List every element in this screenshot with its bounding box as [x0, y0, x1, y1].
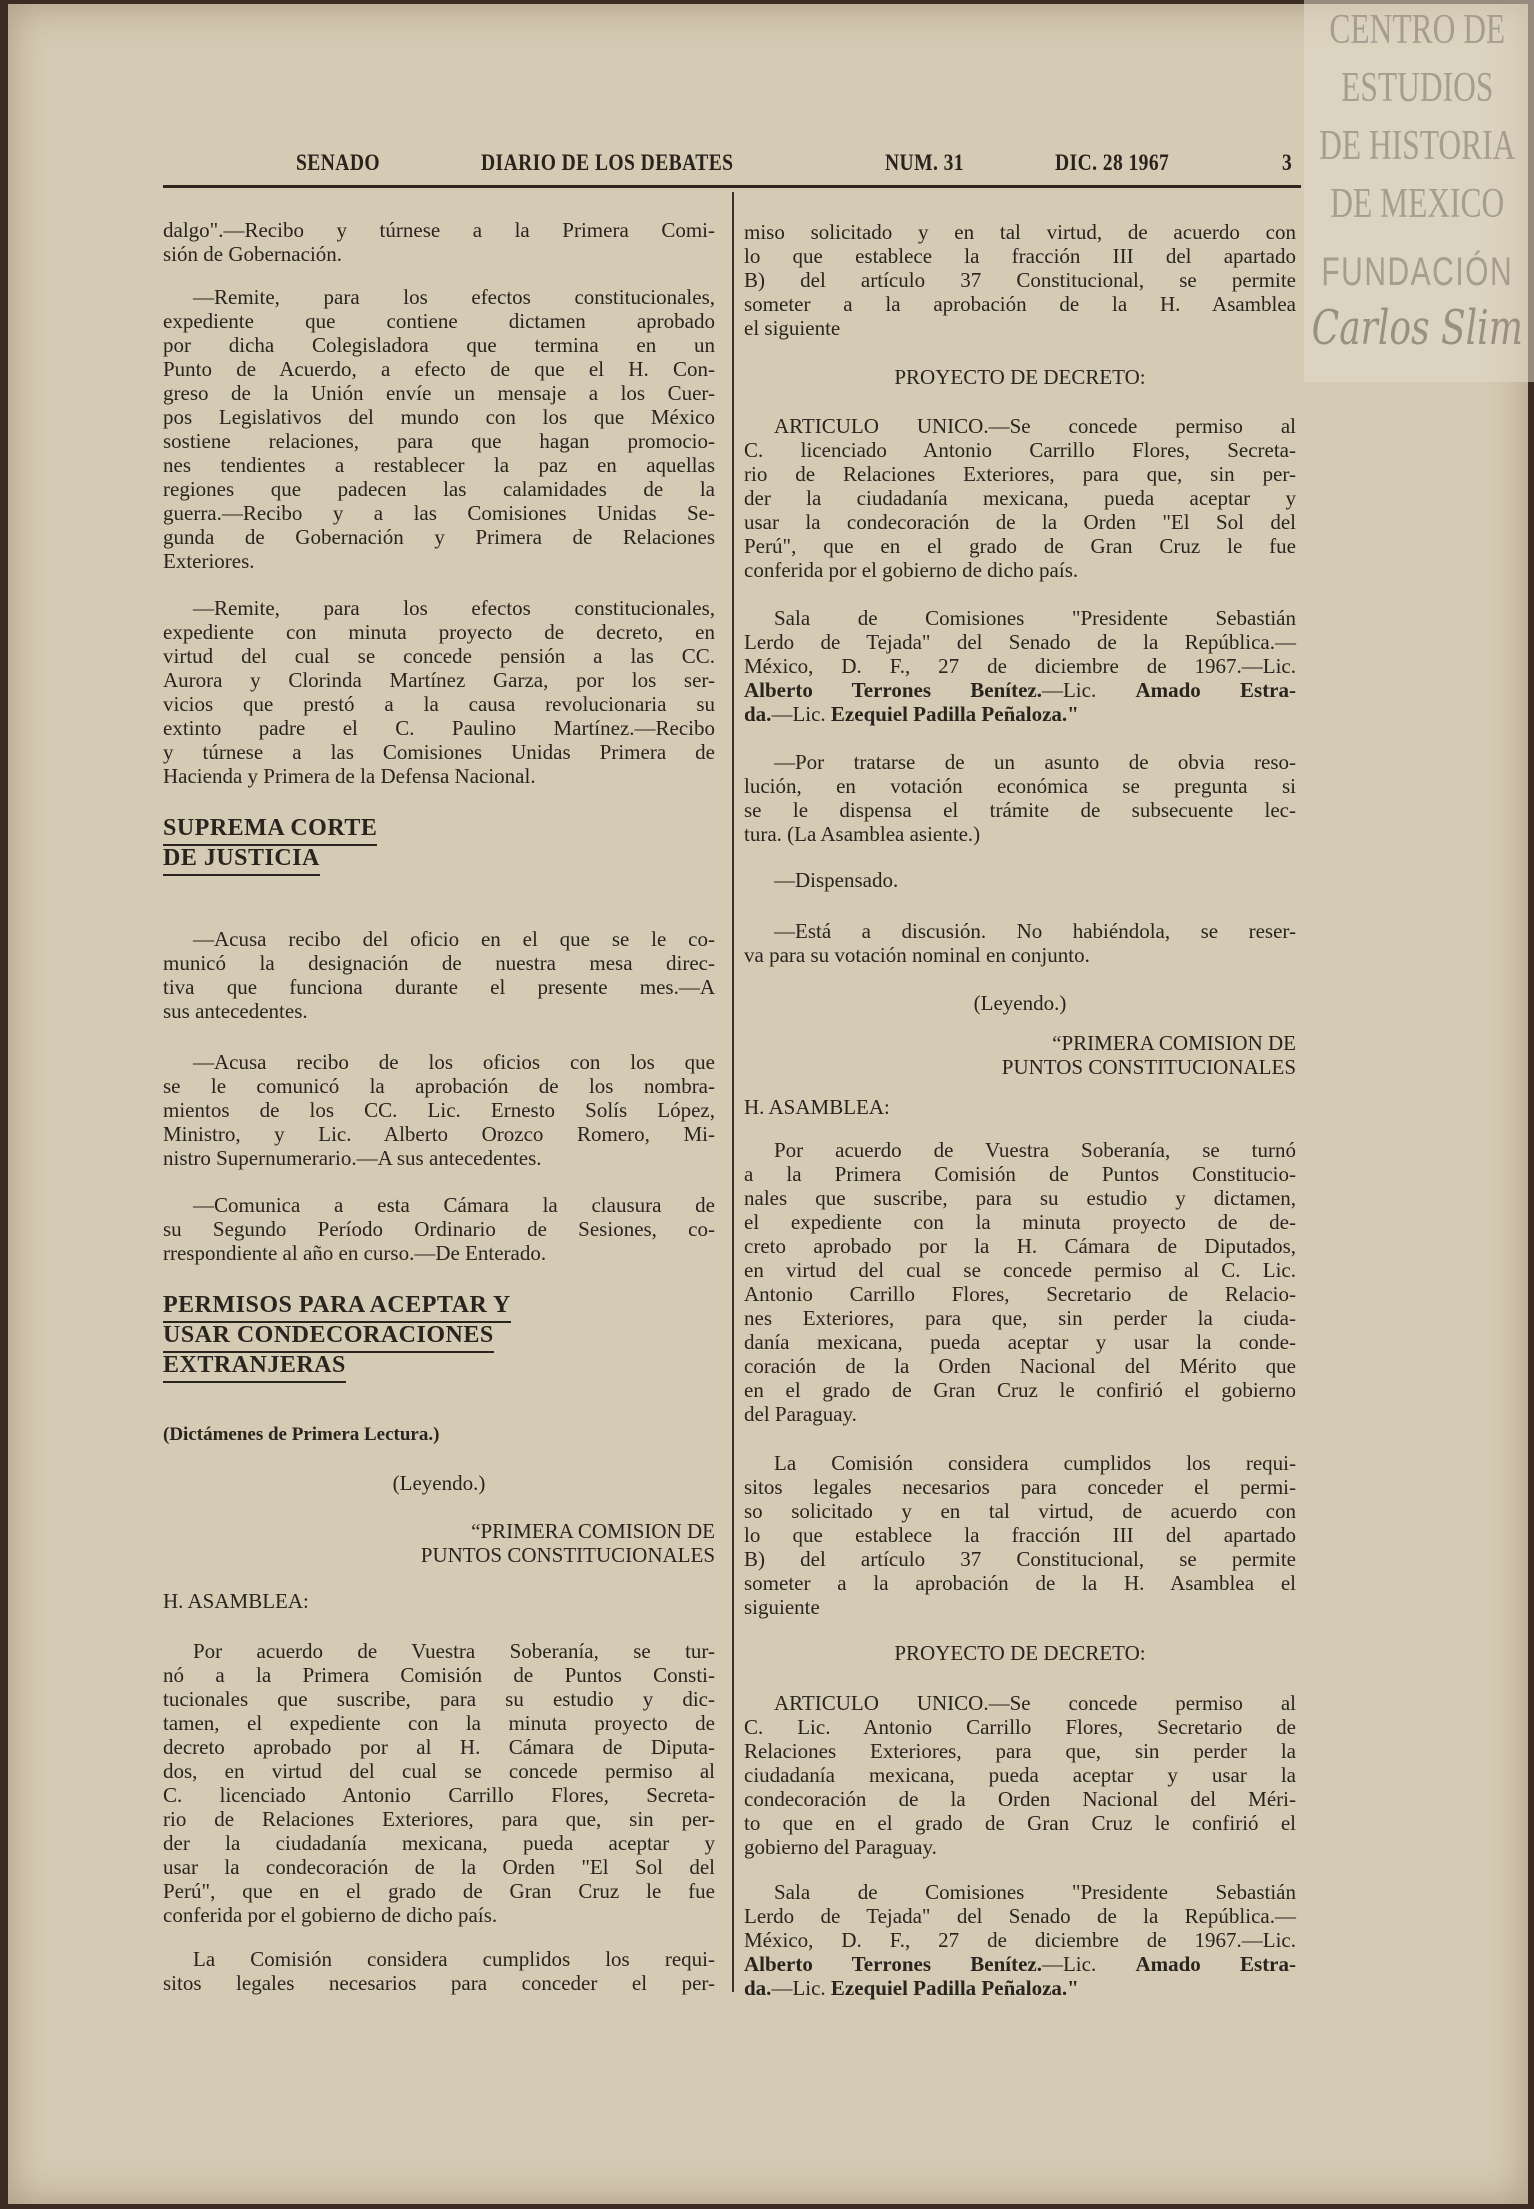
- paragraph: [744, 868, 1296, 892]
- text-line: C. licenciado Antonio Carrillo Flores, Secreta-: [163, 1783, 715, 1807]
- header-page-number: 3: [1282, 150, 1293, 175]
- text-line: nes tendientes a restablecer la paz en aquellas: [163, 453, 715, 477]
- text-line: PERMISOS PARA ACEPTAR Y: [163, 1293, 715, 1323]
- column-divider: [732, 192, 734, 1992]
- text-line: sitos legales necesarios para conceder el per-: [163, 1971, 715, 1995]
- text-line: creto aprobado por la H. Cámara de Diputados,: [744, 1234, 1296, 1258]
- watermark: [1304, 0, 1534, 382]
- text-line: USAR CONDECORACIONES: [163, 1323, 715, 1353]
- paragraph: [744, 606, 1296, 726]
- text-line: su Segundo Período Ordinario de Sesiones, co-: [163, 1217, 715, 1241]
- text-line: regiones que padecen las calamidades de la: [163, 477, 715, 501]
- text-line: La Comisión considera cumplidos los requi-: [774, 1451, 1296, 1475]
- paragraph: [744, 220, 1296, 340]
- text-line: pos Legislativos del mundo con los que México: [163, 405, 715, 429]
- text-block: [744, 1095, 1296, 1119]
- text-line: Exteriores.: [163, 549, 255, 573]
- text-line: (Leyendo.): [392, 1471, 486, 1495]
- text-line: danía mexicana, pueda aceptar y usar la conde-: [744, 1330, 1296, 1354]
- text-line: B) del artículo 37 Constitucional, se permite: [744, 1547, 1296, 1571]
- watermark-content: [1304, 0, 1531, 382]
- header-date: DIC. 28 1967: [1055, 150, 1170, 175]
- text-line: dos, en virtud del cual se concede permiso al: [163, 1759, 715, 1783]
- text-line: Relaciones Exteriores, para que, sin perder la: [744, 1739, 1296, 1763]
- watermark-line: FUNDACIÓN: [1321, 250, 1514, 294]
- text-line: del Paraguay.: [744, 1402, 857, 1426]
- text-line: PUNTOS CONSTITUCIONALES: [1001, 1055, 1296, 1079]
- paragraph: [163, 218, 715, 266]
- text-line: EXTRANJERAS: [163, 1353, 715, 1383]
- text-line: rio de Relaciones Exteriores, para que, sin per-: [744, 462, 1296, 486]
- text-line: B) del artículo 37 Constitucional, se permite: [744, 268, 1296, 292]
- text-line: nales que suscribe, para su estudio y dictamen,: [744, 1186, 1296, 1210]
- text-line: Perú", que en el grado de Gran Cruz le fue: [744, 534, 1296, 558]
- header-rule: [731, 185, 1301, 188]
- text-block: [744, 365, 1296, 389]
- text-line: nó a la Primera Comisión de Puntos Consti-: [163, 1663, 715, 1687]
- text-line: Hacienda y Primera de la Defensa Nacional.: [163, 764, 536, 788]
- text-line: gobierno del Paraguay.: [744, 1835, 937, 1859]
- text-line: sus antecedentes.: [163, 999, 308, 1023]
- watermark-line: DE MEXICO: [1330, 181, 1505, 227]
- text-line: —Está a discusión. No habiéndola, se reser-: [774, 919, 1296, 943]
- text-line: [744, 1952, 1296, 1976]
- text-line: sión de Gobernación.: [163, 242, 343, 266]
- text-block: [163, 1589, 715, 1613]
- text-line: C. licenciado Antonio Carrillo Flores, Secreta-: [744, 438, 1296, 462]
- text-line: gunda de Gobernación y Primera de Relaciones: [163, 525, 715, 549]
- text-line: PUNTOS CONSTITUCIONALES: [420, 1543, 715, 1567]
- paragraph: [163, 1050, 715, 1170]
- text-line: conferida por el gobierno de dicho país.: [163, 1903, 498, 1927]
- text-line: PROYECTO DE DECRETO:: [894, 365, 1146, 389]
- text-line: tiva que funciona durante el presente mes.—A: [163, 975, 715, 999]
- text-line: se le dispensa el trámite de subsecuente lec-: [744, 798, 1296, 822]
- text-line: Perú", que en el grado de Gran Cruz le fue: [163, 1879, 715, 1903]
- text-line: Por acuerdo de Vuestra Soberanía, se turnó: [774, 1138, 1296, 1162]
- text-line: virtud del cual se concede pensión a las CC.: [163, 644, 715, 668]
- text-line: —Comunica a esta Cámara la clausura de: [193, 1193, 715, 1217]
- text-line: Por acuerdo de Vuestra Soberanía, se tur-: [193, 1639, 715, 1663]
- text-line: [744, 702, 1296, 726]
- text-line: Lerdo de Tejada" del Senado de la República.—: [744, 1904, 1296, 1928]
- paragraph: [744, 750, 1296, 846]
- text-line: usar la condecoración de la Orden "El Sol del: [744, 510, 1296, 534]
- text-line: “PRIMERA COMISION DE: [471, 1519, 715, 1543]
- text-line: H. ASAMBLEA:: [744, 1095, 890, 1119]
- text-line: y túrnese a las Comisiones Unidas Primera de: [163, 740, 715, 764]
- text-line: —Acusa recibo del oficio en el que se le co-: [193, 927, 715, 951]
- text-line: México, D. F., 27 de diciembre de 1967.—Lic.: [744, 1928, 1296, 1952]
- text-line: rio de Relaciones Exteriores, para que, sin per-: [163, 1807, 715, 1831]
- text-line: lo que establece la fracción III del apartado: [744, 244, 1296, 268]
- text-block: [163, 1519, 715, 1567]
- text-line: se le comunicó la aprobación de los nombra-: [163, 1074, 715, 1098]
- text-line: miso solicitado y en tal virtud, de acuerdo con: [744, 220, 1296, 244]
- text-block: [163, 1471, 715, 1495]
- signatory-name: Alberto Terrones Benítez.: [744, 678, 1042, 702]
- text-line: ARTICULO UNICO.—Se concede permiso al: [774, 414, 1296, 438]
- signatory-name: Ezequiel Padilla Peñaloza.": [830, 1976, 1079, 2000]
- text-line: PROYECTO DE DECRETO:: [894, 1641, 1146, 1665]
- text-line: expediente que contiene dictamen aprobado: [163, 309, 715, 333]
- text-line: nistro Supernumerario.—A sus antecedentes.: [163, 1146, 542, 1170]
- paragraph: [744, 1880, 1296, 2000]
- watermark-signature: Carlos Slim: [1311, 300, 1523, 356]
- text-line: extinto padre el C. Paulino Martínez.—Recibo: [163, 716, 715, 740]
- section-heading: [163, 1293, 715, 1383]
- signatory-name: da.: [744, 702, 772, 726]
- text-line: rrespondiente al año en curso.—De Enterado.: [163, 1241, 547, 1265]
- text-line: ciudadanía mexicana, pueda aceptar y usar la: [744, 1763, 1296, 1787]
- text-line: [744, 1976, 1296, 2000]
- signatory-name: da.: [744, 1976, 772, 2000]
- text-line: Punto de Acuerdo, a efecto de que el H. Con-: [163, 357, 715, 381]
- text-line: Lerdo de Tejada" del Senado de la República.—: [744, 630, 1296, 654]
- text-line: lo que establece la fracción III del apartado: [744, 1523, 1296, 1547]
- signatory-name: Alberto Terrones Benítez.: [744, 1952, 1042, 1976]
- text-line: —Acusa recibo de los oficios con los que: [193, 1050, 715, 1074]
- text-line: municó la designación de nuestra mesa direc-: [163, 951, 715, 975]
- text-line: va para su votación nominal en conjunto.: [744, 943, 1090, 967]
- paragraph: [744, 1691, 1296, 1859]
- header-publication: DIARIO DE LOS DEBATES: [481, 150, 734, 175]
- document-page: [8, 4, 1528, 2204]
- text-line: C. Lic. Antonio Carrillo Flores, Secretario de: [744, 1715, 1296, 1739]
- text-line: Sala de Comisiones "Presidente Sebastián: [774, 1880, 1296, 1904]
- text-line: expediente con minuta proyecto de decreto, en: [163, 620, 715, 644]
- text-line: —Remite, para los efectos constitucionales,: [193, 285, 715, 309]
- text-line: —Por tratarse de un asunto de obvia reso-: [774, 750, 1296, 774]
- text-segment: —Lic.: [771, 702, 831, 726]
- text-line: sostiene relaciones, para que hagan promocio-: [163, 429, 715, 453]
- signatory-name: Ezequiel Padilla Peñaloza.": [830, 702, 1079, 726]
- paragraph: [744, 414, 1296, 582]
- text-line: vicios que prestó a la causa revolucionaria su: [163, 692, 715, 716]
- text-line: mientos de los CC. Lic. Ernesto Solís López,: [163, 1098, 715, 1122]
- text-line: to que en el grado de Gran Cruz le confirió el: [744, 1811, 1296, 1835]
- watermark-line: DE HISTORIA: [1319, 123, 1516, 169]
- signatory-name: Amado Estra-: [1135, 1952, 1296, 1976]
- text-line: H. ASAMBLEA:: [163, 1589, 309, 1613]
- text-segment: —Lic.: [771, 1976, 831, 2000]
- text-line: decreto aprobado por al H. Cámara de Diputa-: [163, 1735, 715, 1759]
- text-block: [744, 1031, 1296, 1079]
- text-line: siguiente: [744, 1595, 820, 1619]
- paragraph: [163, 1639, 715, 1927]
- text-line: usar la condecoración de la Orden "El Sol del: [163, 1855, 715, 1879]
- header-chamber: SENADO: [296, 150, 381, 175]
- watermark-line: CENTRO DE: [1329, 7, 1506, 53]
- text-line: a la Primera Comisión de Puntos Constitucio-: [744, 1162, 1296, 1186]
- text-block: [744, 1641, 1296, 1665]
- text-line: lución, en votación económica se pregunta si: [744, 774, 1296, 798]
- text-line: nes Exteriores, para que, sin perder la ciuda-: [744, 1306, 1296, 1330]
- text-line: so solicitado y en tal virtud, de acuerdo con: [744, 1499, 1296, 1523]
- text-line: Aurora y Clorinda Martínez Garza, por los ser-: [163, 668, 715, 692]
- paragraph: [163, 1947, 715, 1995]
- text-line: DE JUSTICIA: [163, 846, 715, 876]
- text-line: tucionales que suscribe, para su estudio y dic-: [163, 1687, 715, 1711]
- text-segment: —Lic.: [1041, 678, 1136, 702]
- text-line: tamen, el expediente con la minuta proyecto de: [163, 1711, 715, 1735]
- text-line: coración de la Orden Nacional del Mérito que: [744, 1354, 1296, 1378]
- text-line: La Comisión considera cumplidos los requi-: [193, 1947, 715, 1971]
- text-line: —Dispensado.: [774, 868, 899, 892]
- text-line: der la ciudadanía mexicana, pueda aceptar y: [744, 486, 1296, 510]
- text-line: conferida por el gobierno de dicho país.: [744, 558, 1079, 582]
- text-line: (Dictámenes de Primera Lectura.): [163, 1424, 440, 1445]
- text-line: dalgo".—Recibo y túrnese a la Primera Comi-: [163, 218, 715, 242]
- text-line: “PRIMERA COMISION DE: [1052, 1031, 1296, 1055]
- paragraph: [163, 1193, 715, 1265]
- text-line: México, D. F., 27 de diciembre de 1967.—Lic.: [744, 654, 1296, 678]
- paragraph: [163, 285, 715, 573]
- text-line: someter a la aprobación de la H. Asamblea: [744, 292, 1296, 316]
- paragraph: [744, 1451, 1296, 1619]
- paragraph: [744, 919, 1296, 967]
- text-line: Sala de Comisiones "Presidente Sebastián: [774, 606, 1296, 630]
- text-line: (Leyendo.): [973, 991, 1067, 1015]
- section-heading: [163, 816, 715, 876]
- signatory-name: Amado Estra-: [1135, 678, 1296, 702]
- text-line: el expediente con la minuta proyecto de de-: [744, 1210, 1296, 1234]
- text-line: guerra.—Recibo y a las Comisiones Unidas Se-: [163, 501, 715, 525]
- text-block: [163, 1423, 715, 1447]
- text-line: —Remite, para los efectos constitucionales,: [193, 596, 715, 620]
- text-line: [744, 678, 1296, 702]
- text-line: por dicha Colegisladora que termina en un: [163, 333, 715, 357]
- text-line: en virtud del cual se concede permiso al C. Lic.: [744, 1258, 1296, 1282]
- text-line: greso de la Unión envíe un mensaje a los Cuer-: [163, 381, 715, 405]
- paragraph: [163, 927, 715, 1023]
- header-number: NUM. 31: [885, 150, 964, 175]
- text-line: sitos legales necesarios para conceder el permi-: [744, 1475, 1296, 1499]
- header-rule: [163, 185, 731, 188]
- text-line: el siguiente: [744, 316, 841, 340]
- text-line: Ministro, y Lic. Alberto Orozco Romero, Mi-: [163, 1122, 715, 1146]
- text-segment: —Lic.: [1041, 1952, 1136, 1976]
- text-line: condecoración de la Orden Nacional del Méri-: [744, 1787, 1296, 1811]
- paragraph: [163, 596, 715, 788]
- text-block: [744, 991, 1296, 1015]
- text-line: der la ciudadanía mexicana, pueda aceptar y: [163, 1831, 715, 1855]
- text-line: Antonio Carrillo Flores, Secretario de Relacio-: [744, 1282, 1296, 1306]
- text-line: ARTICULO UNICO.—Se concede permiso al: [774, 1691, 1296, 1715]
- text-line: SUPREMA CORTE: [163, 816, 715, 846]
- watermark-line: ESTUDIOS: [1341, 65, 1494, 111]
- text-line: en el grado de Gran Cruz le confirió el gobierno: [744, 1378, 1296, 1402]
- text-line: tura. (La Asamblea asiente.): [744, 822, 981, 846]
- text-line: someter a la aprobación de la H. Asamblea el: [744, 1571, 1296, 1595]
- paragraph: [744, 1138, 1296, 1426]
